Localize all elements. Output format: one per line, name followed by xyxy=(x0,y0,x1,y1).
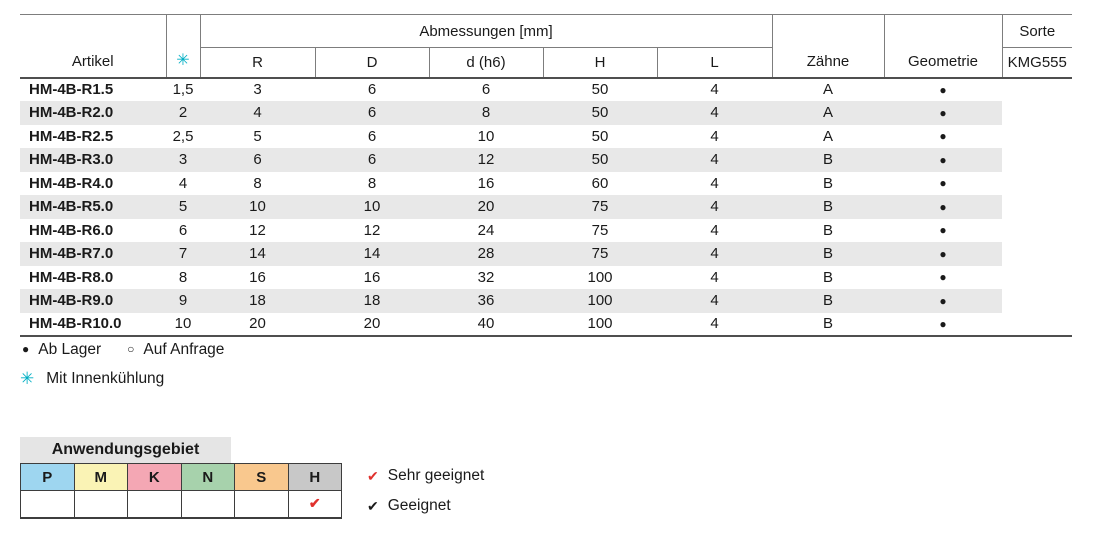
snowflake-icon: ✳ xyxy=(176,51,190,69)
legend-item-very-suitable xyxy=(367,466,484,486)
cell-zaehne: 4 xyxy=(710,268,719,286)
cell-artikel: HM-4B-R4.0 xyxy=(29,174,114,192)
stock-dot-icon: ● xyxy=(939,199,947,214)
dim-header-l: L xyxy=(657,48,772,78)
suitability-legend xyxy=(367,466,484,526)
kmg555-grade-header: KMG555 xyxy=(1002,48,1072,78)
header-row-top xyxy=(20,15,1072,48)
cell-d: 10 xyxy=(249,198,266,216)
cell-l: 75 xyxy=(591,245,609,263)
cell-zaehne: 4 xyxy=(710,104,719,122)
material-group-s: S xyxy=(235,464,289,491)
cell-r: 5 xyxy=(178,198,188,216)
material-group-k: K xyxy=(128,464,182,491)
table-row xyxy=(20,195,1072,219)
zaehne-column-header: Zähne xyxy=(772,15,884,78)
cell-r: 7 xyxy=(178,245,188,263)
cell-d: 4 xyxy=(253,104,262,122)
cell-artikel: HM-4B-R8.0 xyxy=(29,268,114,286)
coolant-label: Mit Innenkühlung xyxy=(46,370,165,387)
cell-h: 6 xyxy=(481,81,491,99)
cell-geometrie: B xyxy=(823,292,834,310)
mark-cell-n xyxy=(181,491,235,518)
cell-l: 100 xyxy=(587,268,613,286)
cell-dh6: 6 xyxy=(367,81,377,99)
stock-dot-icon: ● xyxy=(939,82,947,97)
cell-dh6: 20 xyxy=(363,315,381,333)
cell-dh6: 6 xyxy=(367,127,377,145)
cell-geometrie: B xyxy=(823,315,834,333)
stock-dot-icon: ● xyxy=(939,129,947,144)
cell-zaehne: 4 xyxy=(710,174,719,192)
cell-zaehne: 4 xyxy=(710,245,719,263)
cell-dh6: 8 xyxy=(367,174,377,192)
stock-dot-icon: ● xyxy=(939,176,947,191)
application-marks-row xyxy=(21,491,342,518)
cell-r: 6 xyxy=(178,221,188,239)
cell-geometrie: B xyxy=(823,151,834,169)
cell-h: 28 xyxy=(477,245,495,263)
cell-h: 10 xyxy=(477,127,495,145)
cell-h: 8 xyxy=(481,104,491,122)
mark-cell-p xyxy=(21,491,75,518)
stock-dot-icon: ● xyxy=(939,152,947,167)
cell-d: 3 xyxy=(253,81,262,99)
snowflake-icon: ✳ xyxy=(20,369,35,388)
cell-artikel: HM-4B-R3.0 xyxy=(29,151,114,169)
cell-dh6: 6 xyxy=(367,104,377,122)
cell-artikel: HM-4B-R2.5 xyxy=(29,127,114,145)
coolant-column-header xyxy=(166,15,200,78)
cell-d: 6 xyxy=(253,151,262,169)
cell-artikel: HM-4B-R7.0 xyxy=(29,245,114,263)
table-row xyxy=(20,125,1072,149)
cell-d: 20 xyxy=(249,315,266,333)
artikel-column-header: Artikel xyxy=(20,15,166,78)
cell-l: 75 xyxy=(591,221,609,239)
table-row xyxy=(20,289,1072,313)
cell-geometrie: B xyxy=(823,268,834,286)
cell-zaehne: 4 xyxy=(710,127,719,145)
cell-d: 14 xyxy=(249,245,266,263)
cell-d: 8 xyxy=(253,174,262,192)
mark-cell-k xyxy=(128,491,182,518)
suitable-label: Geeignet xyxy=(387,497,451,514)
dim-header-r: R xyxy=(200,48,315,78)
geometrie-column-header: Geometrie xyxy=(884,15,1002,78)
cell-r: 8 xyxy=(178,268,188,286)
very-suitable-label: Sehr geeignet xyxy=(387,467,485,484)
cell-zaehne: 4 xyxy=(710,292,719,310)
table-row xyxy=(20,266,1072,290)
cell-zaehne: 4 xyxy=(710,81,719,99)
cell-l: 75 xyxy=(591,198,609,216)
stock-dot-icon: ● xyxy=(939,270,947,285)
cell-d: 16 xyxy=(249,268,266,286)
availability-legend xyxy=(22,340,224,360)
table-row xyxy=(20,78,1072,102)
cell-geometrie: B xyxy=(823,245,834,263)
cell-l: 50 xyxy=(591,81,609,99)
cell-l: 100 xyxy=(587,315,613,333)
cell-zaehne: 4 xyxy=(710,198,719,216)
table-row xyxy=(20,148,1072,172)
cell-artikel: HM-4B-R1.5 xyxy=(29,81,114,99)
stock-dot-icon: ● xyxy=(939,105,947,120)
stock-dot-icon: ● xyxy=(939,293,947,308)
open-dot-icon: ○ xyxy=(127,342,135,356)
on-request-label: Auf Anfrage xyxy=(143,341,225,358)
legend-item-suitable xyxy=(367,496,484,516)
cell-zaehne: 4 xyxy=(710,151,719,169)
spec-table-body xyxy=(20,78,1072,337)
cell-artikel: HM-4B-R5.0 xyxy=(29,198,114,216)
abmessungen-group-header: Abmessungen [mm] xyxy=(200,15,772,48)
cell-zaehne: 4 xyxy=(710,221,719,239)
cell-geometrie: A xyxy=(823,104,834,122)
dim-header-d: D xyxy=(315,48,429,78)
cell-artikel: HM-4B-R10.0 xyxy=(29,315,122,333)
cell-h: 36 xyxy=(477,292,495,310)
sorte-column-header: Sorte xyxy=(1002,15,1072,48)
cell-r: 3 xyxy=(178,151,188,169)
cell-dh6: 18 xyxy=(363,292,381,310)
cell-h: 40 xyxy=(477,315,495,333)
cell-r: 2,5 xyxy=(172,127,194,145)
coolant-legend xyxy=(20,368,164,390)
cell-dh6: 14 xyxy=(363,245,381,263)
stock-dot-icon: ● xyxy=(939,223,947,238)
table-row xyxy=(20,219,1072,243)
cell-dh6: 16 xyxy=(363,268,381,286)
cell-artikel: HM-4B-R6.0 xyxy=(29,221,114,239)
table-row xyxy=(20,101,1072,125)
material-group-h: H xyxy=(288,464,342,491)
cell-l: 50 xyxy=(591,127,609,145)
cell-l: 50 xyxy=(591,151,609,169)
filled-dot-icon: ● xyxy=(22,342,30,356)
cell-r: 9 xyxy=(178,292,188,310)
cell-h: 20 xyxy=(477,198,495,216)
cell-geometrie: A xyxy=(823,127,834,145)
cell-l: 100 xyxy=(587,292,613,310)
cell-artikel: HM-4B-R2.0 xyxy=(29,104,114,122)
cell-dh6: 10 xyxy=(363,198,381,216)
cell-d: 18 xyxy=(249,292,266,310)
cell-geometrie: A xyxy=(823,81,834,99)
check-icon: ✔ xyxy=(367,497,379,514)
cell-l: 60 xyxy=(591,174,609,192)
cell-l: 50 xyxy=(591,104,609,122)
cell-h: 32 xyxy=(477,268,495,286)
cell-h: 24 xyxy=(477,221,495,239)
table-row xyxy=(20,242,1072,266)
application-area-table xyxy=(20,463,342,519)
application-area-title: Anwendungsgebiet xyxy=(20,437,231,463)
dim-header-dh6: d (h6) xyxy=(429,48,543,78)
cell-artikel: HM-4B-R9.0 xyxy=(29,292,114,310)
cell-r: 10 xyxy=(174,315,192,333)
material-group-n: N xyxy=(181,464,235,491)
mark-cell-s xyxy=(235,491,289,518)
check-icon: ✔ xyxy=(367,467,379,484)
cell-h: 12 xyxy=(477,151,495,169)
in-stock-label: Ab Lager xyxy=(38,341,102,358)
cell-d: 5 xyxy=(253,127,262,145)
dim-header-h: H xyxy=(543,48,657,78)
cell-r: 4 xyxy=(178,174,188,192)
cell-dh6: 6 xyxy=(367,151,377,169)
material-group-m: M xyxy=(74,464,128,491)
cell-h: 16 xyxy=(477,174,495,192)
application-header-row xyxy=(21,464,342,491)
cell-zaehne: 4 xyxy=(710,315,719,333)
stock-dot-icon: ● xyxy=(939,246,947,261)
stock-dot-icon: ● xyxy=(939,316,947,331)
cell-geometrie: B xyxy=(823,221,834,239)
mark-cell-m xyxy=(74,491,128,518)
cell-dh6: 12 xyxy=(363,221,381,239)
table-row xyxy=(20,313,1072,337)
cell-geometrie: B xyxy=(823,198,834,216)
cell-d: 12 xyxy=(249,221,266,239)
mark-cell-h: ✔ xyxy=(288,491,342,518)
spec-table xyxy=(20,14,1072,337)
material-group-p: P xyxy=(21,464,75,491)
cell-r: 1,5 xyxy=(172,81,194,99)
cell-geometrie: B xyxy=(823,174,834,192)
table-row xyxy=(20,172,1072,196)
cell-r: 2 xyxy=(178,104,188,122)
